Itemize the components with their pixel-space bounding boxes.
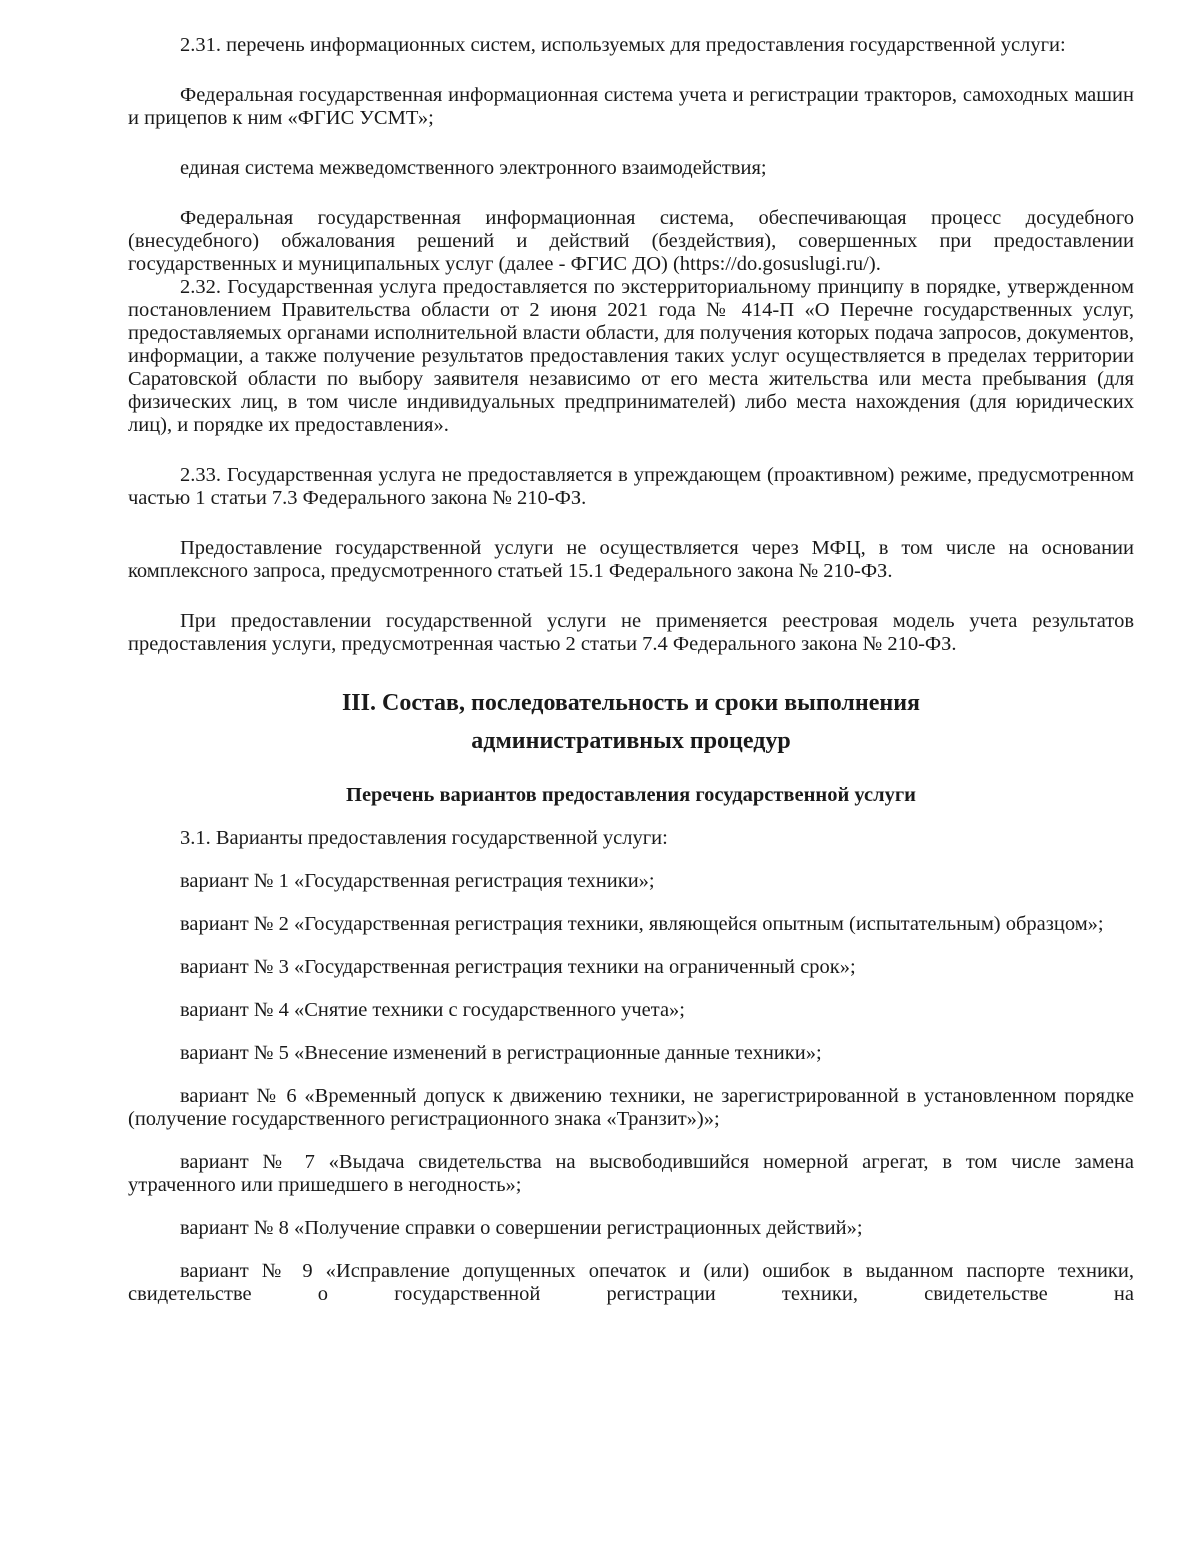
paragraph-mfc: Предоставление государственной услуги не осуществляется через МФЦ, в том числе на основании комплексного запроса, предусмотренного статьей 15.1 Федерального закона № 210-ФЗ. [128, 537, 1134, 582]
paragraph-fgis-usmt: Федеральная государственная информационная система учета и регистрации тракторов, самоходных машин и прицепов к ним «ФГИС УСМТ»; [128, 84, 1134, 129]
paragraph-2-32: 2.32. Государственная услуга предоставляется по экстерриториальному принципу в порядке, утвержденном постановлением Правительства области от 2 июня 2021 года № 414-П «О Перечне государственных услуг, предоставляемых органами исполнительной власти области, для получения которых подача запросов, документов, информации, а также получение результатов предоставления таких услуг осуществляется в пределах территории Саратовской области по выбору заявителя независимо от его места жительства или места пребывания (для физических лиц, в том числе индивидуальных предпринимателей) либо места нахождения (для юридических лиц), и порядке их предоставления». [128, 276, 1134, 436]
variant-item-5: вариант № 5 «Внесение изменений в регистрационные данные техники»; [180, 1042, 822, 1064]
section-heading-line1: III. Состав, последовательность и сроки выполнения [341, 690, 921, 716]
paragraph-smev: единая система межведомственного электронного взаимодействия; [180, 157, 767, 179]
document-page [128, 34, 1134, 1306]
section-subheading: Перечень вариантов предоставления государственной услуги [346, 784, 916, 806]
variant-item-3: вариант № 3 «Государственная регистрация техники на ограниченный срок»; [180, 956, 856, 978]
paragraph-2-33: 2.33. Государственная услуга не предоставляется в упреждающем (проактивном) режиме, предусмотренном частью 1 статьи 7.3 Федерального закона № 210-ФЗ. [128, 464, 1134, 509]
variant-item-4: вариант № 4 «Снятие техники с государственного учета»; [180, 999, 685, 1021]
variant-item-7: вариант № 7 «Выдача свидетельства на высвободившийся номерной агрегат, в том числе замена утраченного или пришедшего в негодность»; [128, 1151, 1134, 1196]
variant-item-1: вариант № 1 «Государственная регистрация техники»; [180, 870, 655, 892]
variant-item-9: вариант № 9 «Исправление допущенных опечаток и (или) ошибок в выданном паспорте техники, свидетельстве о государственной регистрации техники, свидетельстве на [128, 1260, 1134, 1305]
paragraph-fgis-do: Федеральная государственная информационная система, обеспечивающая процесс досудебного (внесудебного) обжалования решений и действий (бездействия), совершенных при предоставлении государственных и муниципальных услуг (далее - ФГИС ДО) (https://do.gosuslugi.ru/). [128, 207, 1134, 275]
variant-item-6: вариант № 6 «Временный допуск к движению техники, не зарегистрированной в установленном порядке (получение государственного регистрационного знака «Транзит»)»; [128, 1085, 1134, 1130]
paragraph-registry: При предоставлении государственной услуги не применяется реестровая модель учета результатов предоставления услуги, предусмотренная частью 2 статьи 7.4 Федерального закона № 210-ФЗ. [128, 610, 1134, 655]
variant-item-2: вариант № 2 «Государственная регистрация техники, являющейся опытным (испытательным) образцом»; [180, 913, 1104, 935]
section-heading-line2: административных процедур [471, 728, 791, 754]
variant-item-8: вариант № 8 «Получение справки о совершении регистрационных действий»; [180, 1217, 863, 1239]
section-heading [128, 684, 1134, 760]
paragraph-2-31: 2.31. перечень информационных систем, используемых для предоставления государственной услуги: [180, 34, 1066, 56]
paragraph-3-1: 3.1. Варианты предоставления государственной услуги: [180, 827, 668, 849]
